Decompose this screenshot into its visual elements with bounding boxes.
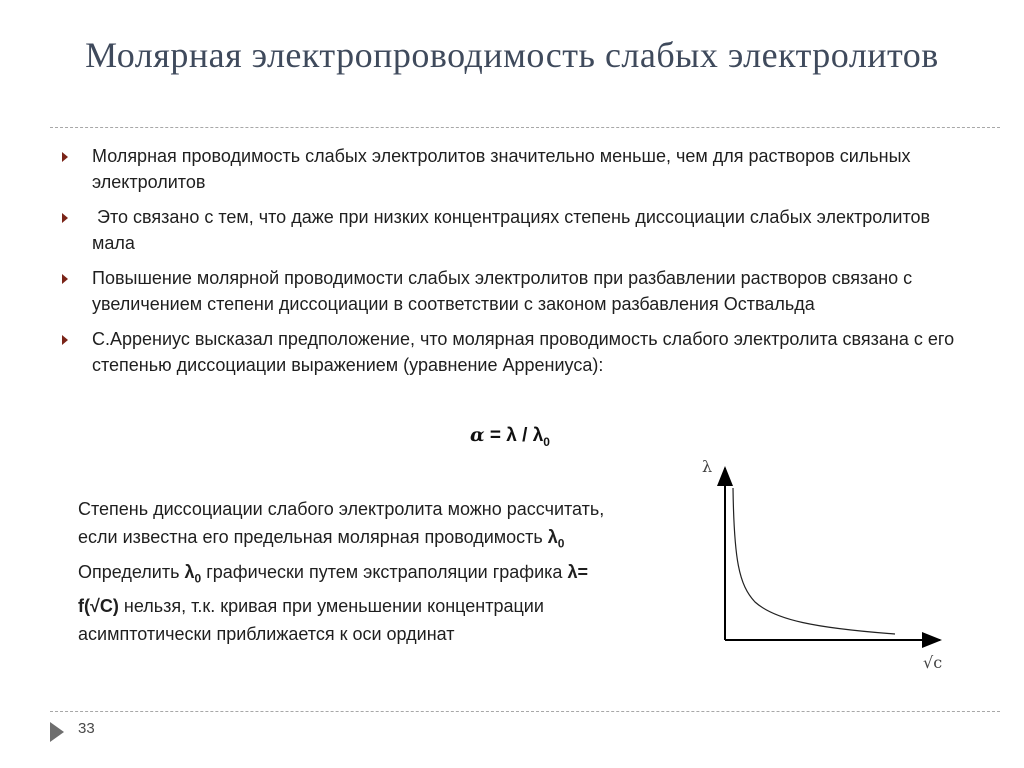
paragraph-line-3-text-b: графически путем экстраполяции графика [201,561,568,582]
paragraph-subscript-zero-2: 0 [194,571,202,586]
formula-lambda: λ [506,425,517,446]
paragraph-function: f(√C) [78,596,119,617]
paragraph-line-3-text-a: Определить [78,561,185,582]
footer-divider [50,711,1000,712]
graph-x-axis-label: √c [923,653,943,672]
bullet-text: Повышение молярной проводимости слабых электролитов при разбавлении растворов связано с увеличением степени диссоциации в соответствии с законом разбавления Оствальда [92,268,913,314]
paragraph-line-1: Степень диссоциации слабого электролита можно рассчитать, [78,499,605,519]
arrhenius-formula [380,424,640,449]
bullet-text: Молярная проводимость слабых электролитов значительно меньше, чем для растворов сильных электролитов [92,146,911,192]
paragraph-lambda: λ [547,527,558,547]
bullet-list [60,143,960,387]
formula-subscript-zero: 0 [543,434,550,449]
paragraph-line-2-text: если известна его предельная молярная проводимость [78,527,548,547]
bullet-arrow-icon [62,335,68,345]
conductivity-graph [695,450,975,680]
page-number: 33 [78,720,95,737]
dissociation-paragraph [78,495,698,648]
bullet-arrow-icon [62,152,68,162]
bullet-arrow-icon [62,274,68,284]
formula-equals: = [484,425,507,446]
paragraph-lambda-2: λ [184,561,195,582]
formula-alpha: α [470,424,485,446]
paragraph-line-5: асимптотически приближается к оси ординат [78,624,455,645]
bullet-item [60,326,960,378]
bullet-text: С.Аррениус высказал предположение, что молярная проводимость слабого электролита связана с его степенью диссоциации выражением (уравнение Аррениуса): [92,329,955,375]
paragraph-line-4 [78,592,698,620]
paragraph-line-4-text: нельзя, т.к. кривая при уменьшении концентрации [118,596,544,617]
footer-arrow-icon [50,722,64,742]
formula-slash: / [516,425,533,446]
title-divider [50,127,1000,128]
graph-y-axis-label: λ [702,457,713,476]
formula-lambda-zero: λ [532,425,544,446]
slide-title: Молярная электропроводимость слабых электролитов [85,35,939,75]
paragraph-subscript-zero: 0 [557,536,565,551]
paragraph-lambda-equals: λ= [567,561,588,582]
paragraph-line-2 [78,523,698,558]
bullet-item [60,204,960,256]
paragraph-line-3 [78,558,698,593]
bullet-item [60,143,960,195]
bullet-item [60,265,960,317]
bullet-text: Это связано с тем, что даже при низких концентрациях степень диссоциации слабых электролитов мала [92,207,936,253]
bullet-arrow-icon [62,213,68,223]
graph-curve [733,488,895,634]
